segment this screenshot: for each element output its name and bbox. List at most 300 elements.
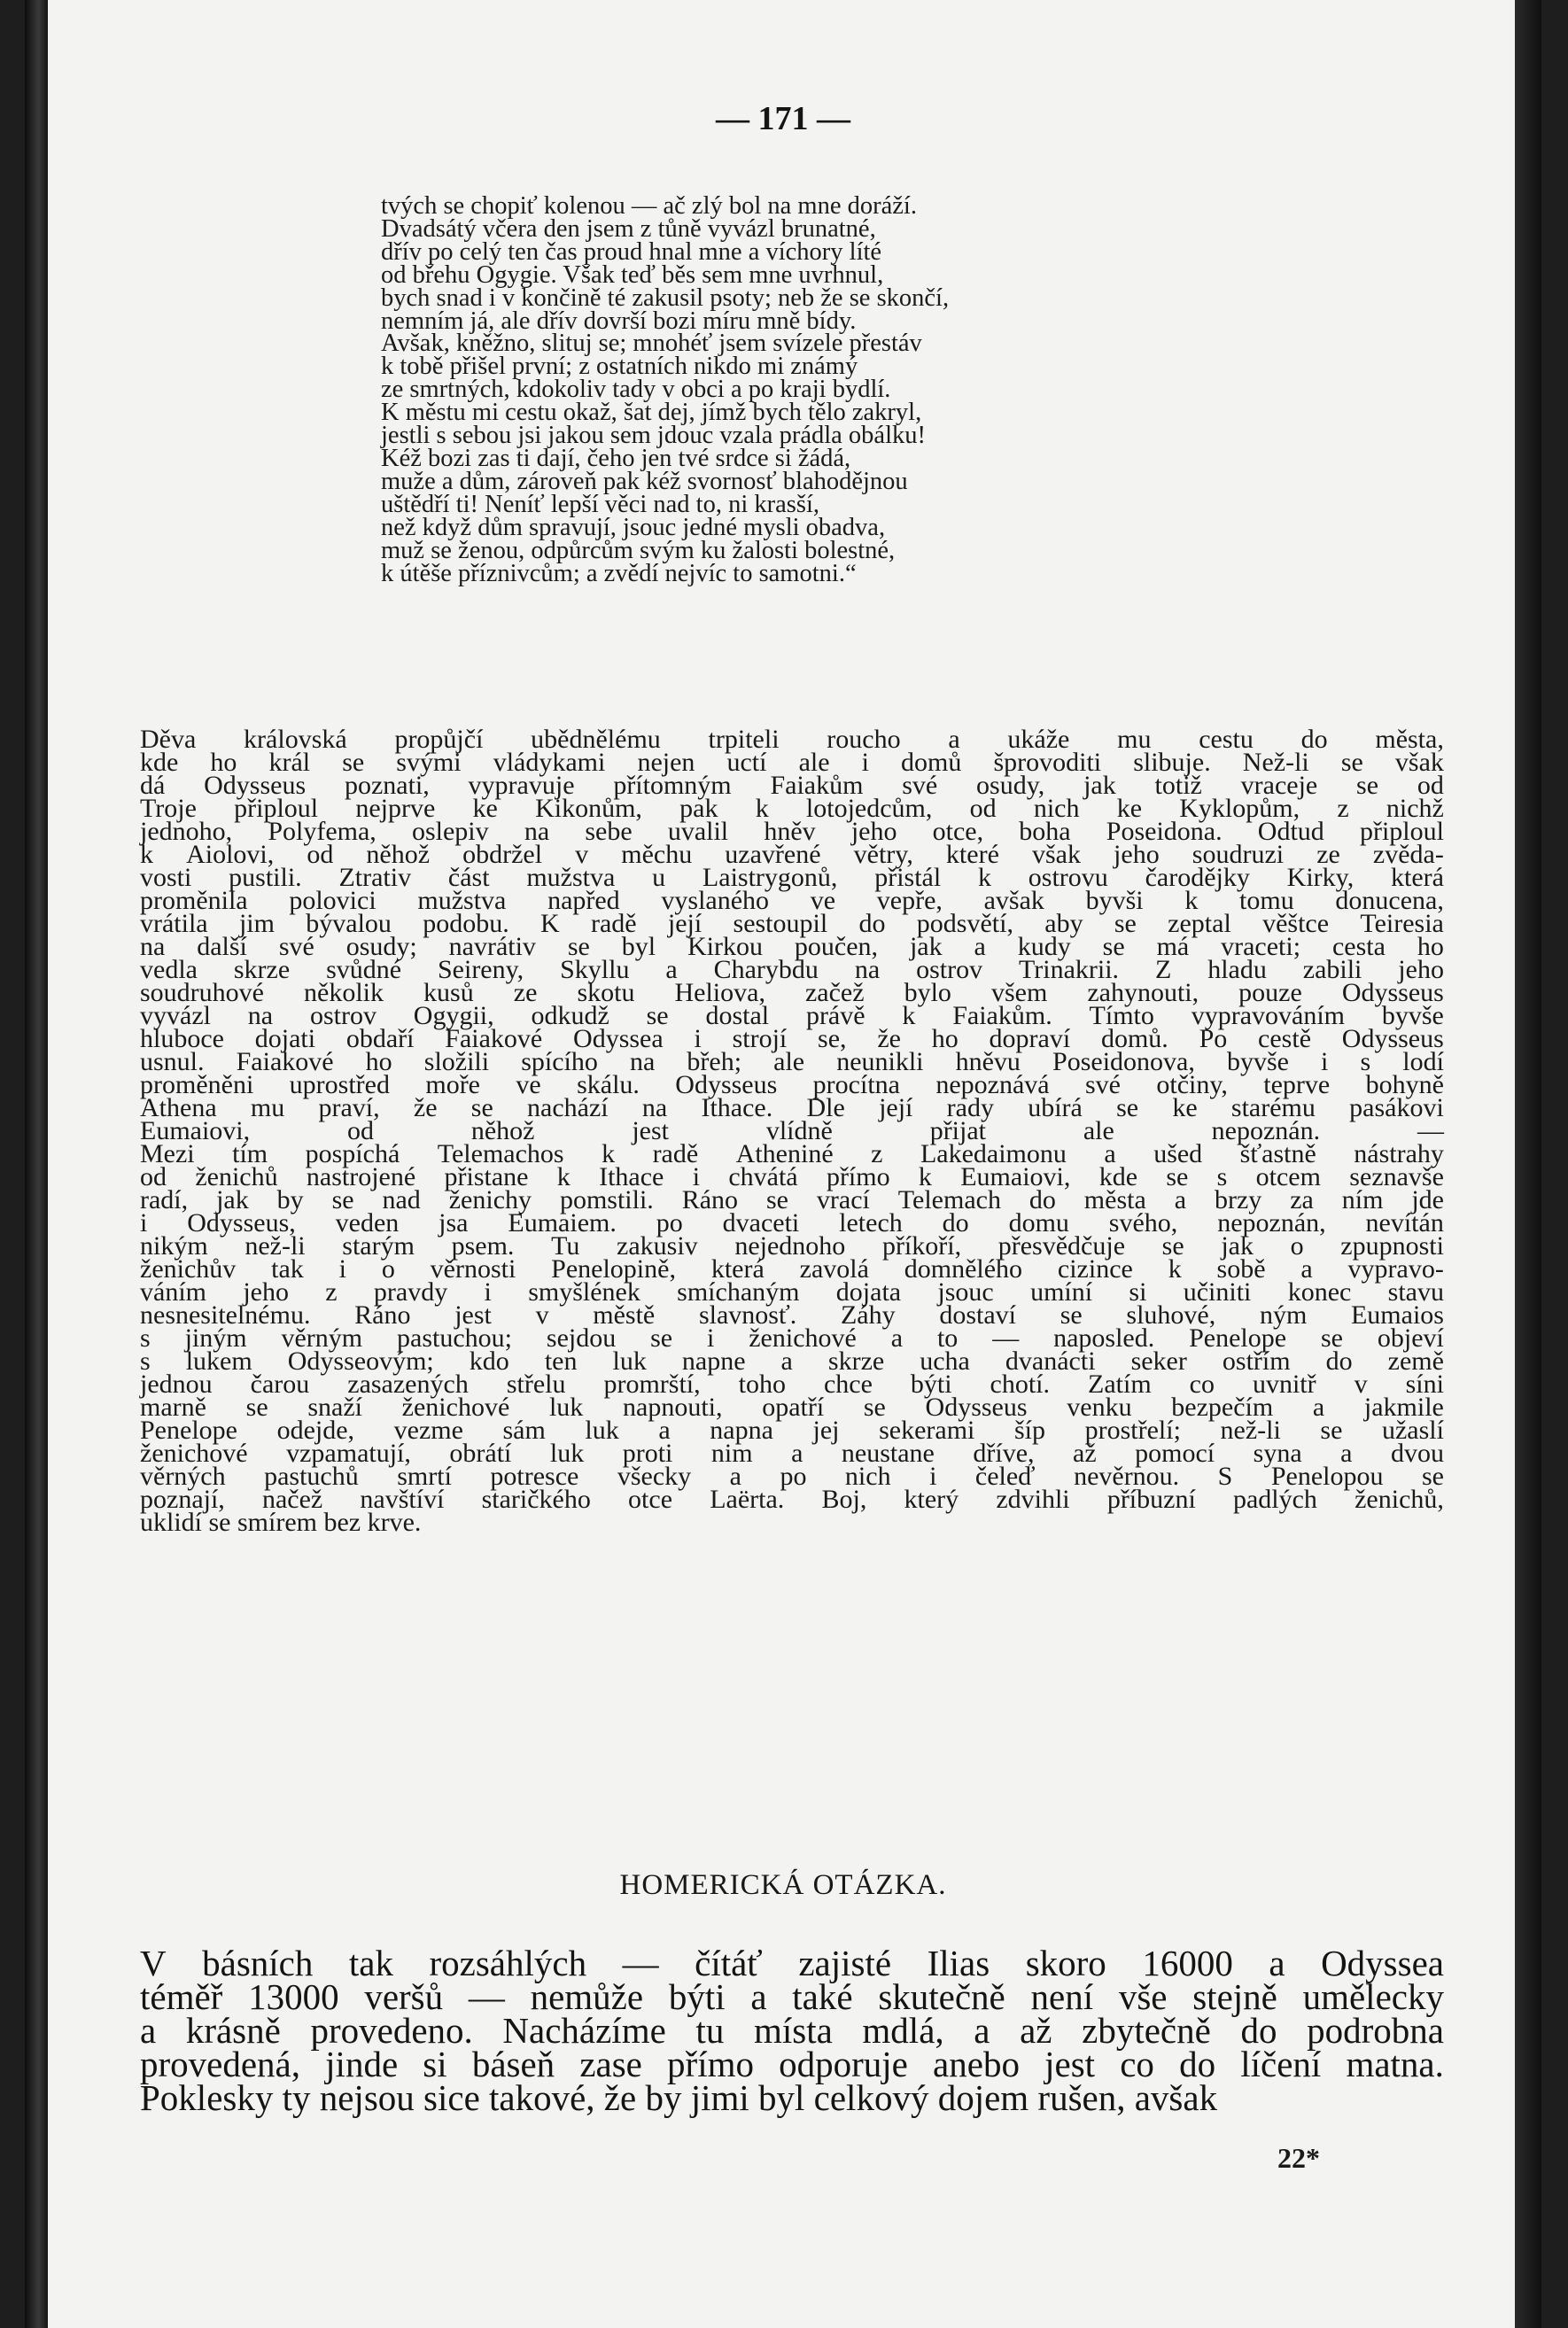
word: se [1116,1093,1139,1122]
word: zavolá [799,1254,869,1284]
word: dvanácti [1005,1346,1096,1376]
word: načež [261,1485,323,1514]
word: ke [1116,794,1143,823]
word: marně [140,1393,206,1422]
word: smíchaným [677,1277,800,1307]
word: se [1102,932,1125,961]
word: Seireny, [437,955,524,984]
word: od [969,794,997,823]
word: Penelopině, [551,1254,676,1284]
word: jeho [850,817,897,846]
word: proměnila [140,886,248,915]
word: města [1083,1185,1146,1214]
word: na [247,1001,274,1030]
word: zvěda- [1372,840,1444,869]
word: příkoří, [881,1231,962,1261]
word: váním [140,1277,206,1307]
word: z [871,1139,883,1168]
word: ženichů, [1355,1485,1444,1514]
word: ným [1259,1300,1308,1330]
word: z [325,1277,338,1307]
word: stavu [1387,1277,1444,1307]
word: vepře, [876,886,943,915]
word: uctí [726,748,767,777]
word: roucho [827,725,901,754]
word: Telemach [897,1185,1001,1214]
word: dopraví [989,1024,1071,1053]
word: Eumaiovi, [960,1162,1071,1191]
word: zakusiv [617,1231,698,1261]
word: trpiteli [708,725,780,754]
word: v [535,1300,549,1330]
word: se, [818,1024,847,1053]
word: nemůže [530,1976,644,2017]
word: luk [548,1393,584,1422]
word: šíp [1013,1416,1045,1445]
word: přijat [929,1116,986,1145]
word: Ráno [681,1185,739,1214]
word: jednou [140,1370,213,1399]
word: toho [738,1370,786,1399]
word: promrští, [603,1370,701,1399]
word: kde [140,748,179,777]
word: bohyně [1365,1070,1444,1099]
word: skrze [827,1346,885,1376]
word: umělecky [1302,1976,1444,2017]
word: obdržel [462,840,543,869]
word: usnul. [140,1047,205,1076]
word: ho [210,748,237,777]
word: podsvětí, [916,909,1013,938]
word: Atheniné [735,1139,834,1168]
word: nejednoho [734,1231,846,1261]
word: není [1030,1976,1094,2017]
word: od [307,840,334,869]
word: — [992,1323,1020,1353]
word: se [1320,1416,1343,1445]
word: přímo [667,2044,754,2084]
word: však [1031,840,1081,869]
word: ženichové [140,1439,248,1468]
word: mu [250,1093,285,1122]
word: po [780,1462,807,1491]
word: 16000 [1142,1943,1233,1983]
word: jakmile [1363,1393,1444,1422]
word: pustili. [229,863,302,892]
word: od [347,1116,374,1145]
word: tím [232,1139,268,1168]
word: si [423,2044,447,2084]
word: měchu [621,840,693,869]
word: jak [1221,1231,1254,1261]
word: do [1240,2010,1277,2051]
word: její [879,1093,913,1122]
word: odporuje [779,2044,908,2084]
word: nejen [637,748,695,777]
word: soudruzi [1192,840,1285,869]
word: vyslaného [661,886,770,915]
word: která [1391,863,1444,892]
word: býti [668,1976,726,2017]
word: Odysseus [1341,1024,1444,1053]
word: ženichů [195,1162,278,1191]
word: 13000 [248,1976,339,2017]
word: a [1104,1139,1116,1168]
poem-line: dřív po celý ten čas proud hnal mne a víchory líté [381,237,882,266]
word: do [942,1208,969,1238]
word: přesvědčuje [997,1231,1126,1261]
word: a [1340,1439,1353,1468]
word: luk [612,1346,647,1376]
word: a [780,1346,793,1376]
word: Odysseovým; [287,1346,434,1376]
word: jeho [1114,840,1160,869]
word: se [863,1393,886,1422]
word: ale [1083,1116,1114,1145]
word: K [540,909,560,938]
page-right-edge [1515,0,1541,2328]
word: něhož [366,840,431,869]
word: přímo [826,1162,890,1191]
word: staričkého [481,1485,591,1514]
section-heading: HOMERICKÁ OTÁZKA. [619,1869,947,1901]
word: stejně [1192,1976,1277,2017]
word: do [1179,2044,1216,2084]
word: na [641,1093,668,1122]
word: Ithace [599,1162,664,1191]
word: dojata [835,1277,902,1307]
word: domů. [1100,1024,1168,1053]
word: Z [1154,955,1172,984]
word: vlídně [765,1116,833,1145]
word: ubírá [1028,1093,1083,1122]
word: luk [549,1439,585,1468]
word: s [140,1323,151,1353]
word: báseň [471,2044,555,2084]
word: Heliova, [674,978,765,1007]
poem-line: jestli s sebou jsi jakou sem jdouc vzala prádla obálku! [381,422,926,450]
word: psem. [451,1231,515,1261]
word: smyšlének [528,1277,640,1307]
word: S [1217,1462,1233,1491]
word: a [948,725,960,754]
word: nástrahy [1354,1139,1444,1168]
word: v [1354,1370,1368,1399]
word: věrných [140,1462,226,1491]
word: seker [1130,1346,1187,1376]
word: pomstili. [559,1185,654,1214]
word: bezpečím [1171,1393,1274,1422]
word: dá [140,771,166,800]
word: konec [1287,1277,1352,1307]
word: se [1161,1231,1184,1261]
word: proměněni [140,1070,254,1099]
word: jak [1083,771,1116,800]
word: s [1216,1162,1228,1191]
word: Odyssea [1321,1943,1444,1983]
word: nevěrnou. [1074,1462,1180,1491]
word: jsa [439,1208,469,1238]
word: do [1325,1346,1353,1376]
word: provedená, [140,2044,300,2084]
word: své [1084,1070,1121,1099]
word: část [447,863,490,892]
word: otcem [1255,1162,1321,1191]
poem-line: bych snad i v končině té zakusil psoty; neb že se skončí, [381,283,950,312]
prose-line [140,1001,1444,1030]
word: se [342,748,365,777]
printer-signature-mark: 22* [1277,2142,1320,2174]
word: se [646,1001,669,1030]
word: skoro [1025,1943,1106,1983]
word: poznati, [344,771,430,800]
word: vládykami [493,748,606,777]
word: Ilias [927,1943,990,1983]
word: na [854,955,881,984]
word: pastuchou; [397,1323,512,1353]
word: Odysseus [204,771,307,800]
word: dvaceti [722,1208,800,1238]
word: vraceti; [1221,932,1301,961]
word: osudy; [345,932,417,961]
word: jiným [184,1323,247,1353]
word: tak [348,1943,393,1983]
word: Boj, [821,1485,867,1514]
word: Odysseus [1341,978,1444,1007]
word: ze [513,978,538,1007]
word: tomu [1239,886,1294,915]
word: nepoznán, [1217,1208,1326,1238]
word: Než-li [1242,748,1309,777]
word: sobě [1216,1254,1266,1284]
word: dostaví [939,1300,1016,1330]
word: bývalou [306,909,392,938]
word: seznavše [1349,1162,1444,1191]
word: sejdou [546,1323,617,1353]
word: Penelope [140,1416,237,1445]
word: i [929,1462,937,1491]
poem-line: než když dům spravují, jsouc jedné mysli obadva, [381,513,886,541]
word: Dle [806,1093,845,1122]
word: avšak [983,886,1044,915]
word: radí, [140,1185,189,1214]
word: cizince [1057,1254,1133,1284]
word: nepoznává [935,1070,1050,1099]
word: v [575,840,589,869]
word: obdaří [345,1024,415,1053]
word: z [1337,794,1349,823]
word: Kyklopům, [1179,794,1300,823]
word: snaží [307,1393,362,1422]
word: pomocí [1135,1439,1215,1468]
word: ženichův [140,1254,237,1284]
word: skrze [233,955,291,984]
word: své [278,932,314,961]
word: k [140,840,153,869]
word: složili [423,1047,490,1076]
word: lukem [185,1346,252,1376]
word: chce [823,1370,873,1399]
poem-line: ze smrtných, kdokoliv tady v obci a po kraji bydlí. [381,376,891,404]
word: ale [798,748,830,777]
book-page [25,0,1541,2328]
word: otčiny, [1156,1070,1228,1099]
word: dříve, [973,1439,1035,1468]
word: ostřím [1222,1346,1291,1376]
word: věrnosti [430,1254,516,1284]
word: sluhové, [1126,1300,1216,1330]
body-line [140,1943,1444,1983]
word: Lakedaimonu [920,1139,1067,1168]
word: po [656,1208,683,1238]
word: ke [472,794,498,823]
word: a [1300,1254,1313,1284]
word: veden [335,1208,400,1238]
word: ostrov [309,1001,376,1030]
word: další [197,932,247,961]
poem-line: muže a dům, zároveň pak kéž svornosť blahodějnou [381,467,908,495]
word: teprve [1263,1070,1331,1099]
word: a [750,1976,767,2017]
word: se [1356,771,1379,800]
poem-line: Kéž bozi zas ti dají, čeho jen tvé srdce si žádá, [381,444,851,472]
poem-line: muž se ženou, odpůrcům svým ku žalosti bolestné, [381,536,896,564]
word: i [692,1162,701,1191]
body-line [140,2010,1444,2051]
word: syna [1253,1439,1302,1468]
word: i [140,1208,148,1238]
section-body-text [140,1943,1444,2118]
word: luk [585,1416,619,1445]
word: k [556,1162,571,1191]
word: vraceje [1240,771,1318,800]
word: Ithace. [701,1093,773,1122]
word: praví, [318,1093,380,1122]
word: Poseidonova, [1052,1047,1195,1076]
word: strojí [732,1024,788,1053]
word: Faiakům [770,771,864,800]
word: vrátila [140,909,208,938]
poem-line: Dvadsátý včera den jsem z tůně vyvázl brunatné, [381,214,876,243]
word: jak [909,932,943,961]
word: země [1387,1346,1444,1376]
word: polovici [289,886,376,915]
word: na [140,932,166,961]
word: která [710,1254,765,1284]
word: radě [590,909,637,938]
word: vypravováním [1191,1001,1346,1030]
poem-line: K městu mi cestu okaž, šat dej, jímž bych tělo zakryl, [381,399,922,427]
word: podobu. [423,909,509,938]
word: oslepiv [411,817,489,846]
word: vosti [140,863,192,892]
word: podrobna [1307,2010,1444,2051]
word: slibuje. [1133,748,1211,777]
word: pak [679,794,718,823]
word: si [1129,1277,1147,1307]
word: nesnesitelnému. [140,1300,311,1330]
word: Odysseus [675,1070,778,1099]
body-line: Poklesky ty nejsou sice takové, že by jimi byl celkový dojem rušen, avšak [140,2077,1218,2118]
word: u [652,863,666,892]
word: vyvázl [140,1001,211,1030]
word: chotí. [990,1370,1051,1399]
word: její [667,909,702,938]
word: čítáť [695,1943,763,1983]
word: starému [1230,1093,1316,1122]
word: dojati [254,1024,316,1053]
word: Poseidona. [1106,817,1223,846]
word: zbytečně [1082,2010,1211,2051]
word: mužstva [417,886,507,915]
word: k [602,1139,616,1168]
word: uprostřed [289,1070,390,1099]
word: vrací [816,1185,870,1214]
word: rozsáhlých [429,1943,587,1983]
word: tak [271,1254,304,1284]
word: ženichové [401,1393,510,1422]
word: Kirky, [1286,863,1355,892]
word: ze [1316,840,1340,869]
word: Aiolovi, [186,840,275,869]
word: padlých [1232,1485,1317,1514]
word: svůdné [326,955,402,984]
word: ve [810,886,836,915]
word: potresce [490,1462,579,1491]
summary-prose [140,725,1444,1537]
word: domu [1008,1208,1069,1238]
word: ke [1172,1093,1198,1122]
word: navrátiv [448,932,536,961]
word: matna. [1346,2044,1444,2084]
word: Tímto [1089,1001,1154,1030]
word: Eumaiovi, [140,1116,251,1145]
word: anebo [933,2044,1020,2084]
poem-line: nemním já, ale dřív dovrší bozi míru mně bídy. [381,307,857,335]
word: Záhy [840,1300,896,1330]
word: Laërta. [710,1485,785,1514]
word: se [1340,748,1363,777]
word: nachází [527,1093,609,1122]
word: lodí [1402,1047,1444,1076]
word: totiž [1154,771,1202,800]
word: dvou [1390,1439,1444,1468]
word: odejde, [276,1416,355,1445]
word: do [1300,725,1328,754]
word: opatří [762,1393,825,1422]
word: než-li [1220,1416,1281,1445]
word: na [629,1047,656,1076]
word: jeho [243,1277,289,1307]
word: ušed [1153,1139,1203,1168]
word: cestu [1199,725,1254,754]
page-number: — 171 — [716,100,850,137]
word: hněv [764,817,816,846]
word: vypravo- [1347,1254,1444,1284]
word: že [877,1024,901,1053]
word: mužstva [526,863,616,892]
word: k [978,863,991,892]
word: a [1174,1185,1187,1214]
word: Polyfema, [268,817,376,846]
word: — [622,1943,659,1983]
word: propůjčí [394,725,484,754]
word: jeho [1398,955,1444,984]
word: se [1320,1323,1343,1353]
word: sebe [585,817,633,846]
word: nejprve [355,794,436,823]
word: proti [622,1439,673,1468]
